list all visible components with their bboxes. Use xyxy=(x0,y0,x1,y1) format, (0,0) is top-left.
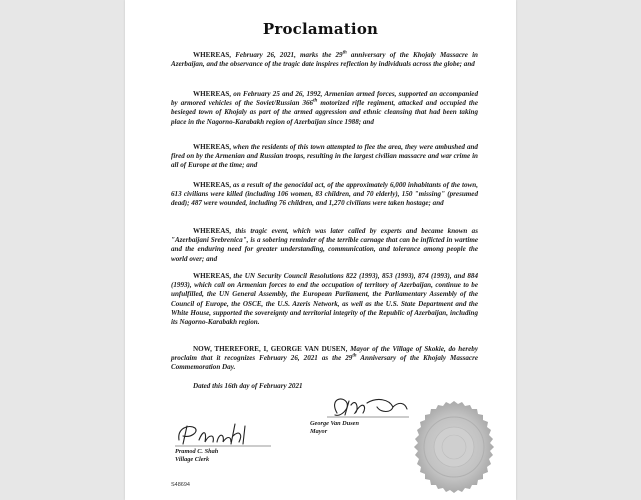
ordinal-suffix: th xyxy=(352,353,357,359)
paragraph-text: Mayor of the Village of Skokie, do hereby proclaim that it recognizes February 26, 2021 as the 29 xyxy=(171,345,479,363)
document-number: S48694 xyxy=(171,482,190,488)
clerk-name: Pramod C. Shah xyxy=(175,448,219,455)
paragraph-lead: WHEREAS, xyxy=(193,272,232,280)
paragraph-text: as a result of the genocidal act, of the approximately 6,000 inhabitants of the town, 613 civilians were killed (including 106 women, 83 children, and 70 elderly), 150 "missing" (presumed dead); 487 were wounded, including 76 children, and 1,270 civilians were taken hostage; and xyxy=(171,181,478,208)
mayor-signature-icon xyxy=(319,393,411,421)
proclamation-page xyxy=(125,0,516,500)
ordinal-suffix: th xyxy=(342,50,347,56)
paragraph-lead: WHEREAS, xyxy=(193,51,232,59)
mayor-title: Mayor xyxy=(310,428,328,436)
mayor-signature-block xyxy=(310,420,359,437)
dated-line: Dated this 16th day of February 2021 xyxy=(193,382,303,390)
paragraph-text: this tragic event, which was later called by experts and became known as "Azerbaijani Srebrenica", is a sobering reminder of the terrible carnage that can be inflicted in wartime and the enduring need for greater understanding, communication, and tolerance among people the world over; and xyxy=(171,227,478,263)
paragraph-7 xyxy=(171,345,478,373)
paragraph-4 xyxy=(171,181,478,209)
paragraph-1 xyxy=(171,51,478,69)
clerk-signature-block xyxy=(175,448,218,465)
paragraph-lead: WHEREAS, xyxy=(193,90,232,98)
paragraph-text: motorized rifle regiment, attacked and occupied the besieged town of Khojaly as part of the armed aggression and ethnic cleansing that had been taking place in the Nagorno-Karabakh region of Azerbaijan since 1988; and xyxy=(171,99,478,126)
paragraph-5 xyxy=(171,227,478,264)
village-seal-icon xyxy=(405,398,503,496)
paragraph-text: Anniversary of the Khojaly Massacre Commemoration Day. xyxy=(171,354,478,372)
paragraph-text: on February 25 and 26, 1992, Armenian armed forces, supported an accompanied by armored vehicles of the Soviet/Russian 366 xyxy=(171,90,478,108)
paragraph-lead: WHEREAS, xyxy=(193,143,232,151)
paragraph-2 xyxy=(171,90,478,127)
clerk-title: Village Clerk xyxy=(175,456,210,464)
paragraph-text: the UN Security Council Resolutions 822 (1993), 853 (1993), 874 (1993), and 884 (1993), which call on Armenian forces to end the occupation of territory of Azerbaijan, continue to be unfulfilled, the UN General Assembly, the European Parliament, the Parliamentary Assembly of the Council of Europe, the OSCE, the U.S. Azeris Network, as well as the U.S. State Department and the White House, supported the sovereignty and territorial integrity of the Republic of Azerbaijan, including its Nagorno-Karabakh region. xyxy=(171,272,478,327)
paragraph-text: anniversary of the Khojaly Massacre in Azerbaijan, and the observance of the tragic date inspires reflection by individuals across the globe; and xyxy=(171,51,478,69)
paragraph-text: when the residents of this town attempted to flee the area, they were ambushed and fired on by the Armenian and Russian troops, resulting in the largest civilian massacre and war crime in all of Europe at the time; and xyxy=(171,143,478,170)
paragraph-lead: NOW, THEREFORE, I, GEORGE VAN DUSEN, xyxy=(193,345,348,353)
paragraph-lead: WHEREAS, xyxy=(193,181,232,189)
paragraph-lead: WHEREAS, xyxy=(193,227,232,235)
paragraph-3 xyxy=(171,143,478,171)
paragraph-6 xyxy=(171,272,478,327)
mayor-name: George Van Dusen xyxy=(310,420,359,427)
ordinal-suffix: th xyxy=(313,98,318,104)
paragraph-text: February 26, 2021, marks the 29 xyxy=(235,51,343,59)
clerk-signature-icon xyxy=(173,420,273,448)
document-title: Proclamation xyxy=(262,20,379,38)
